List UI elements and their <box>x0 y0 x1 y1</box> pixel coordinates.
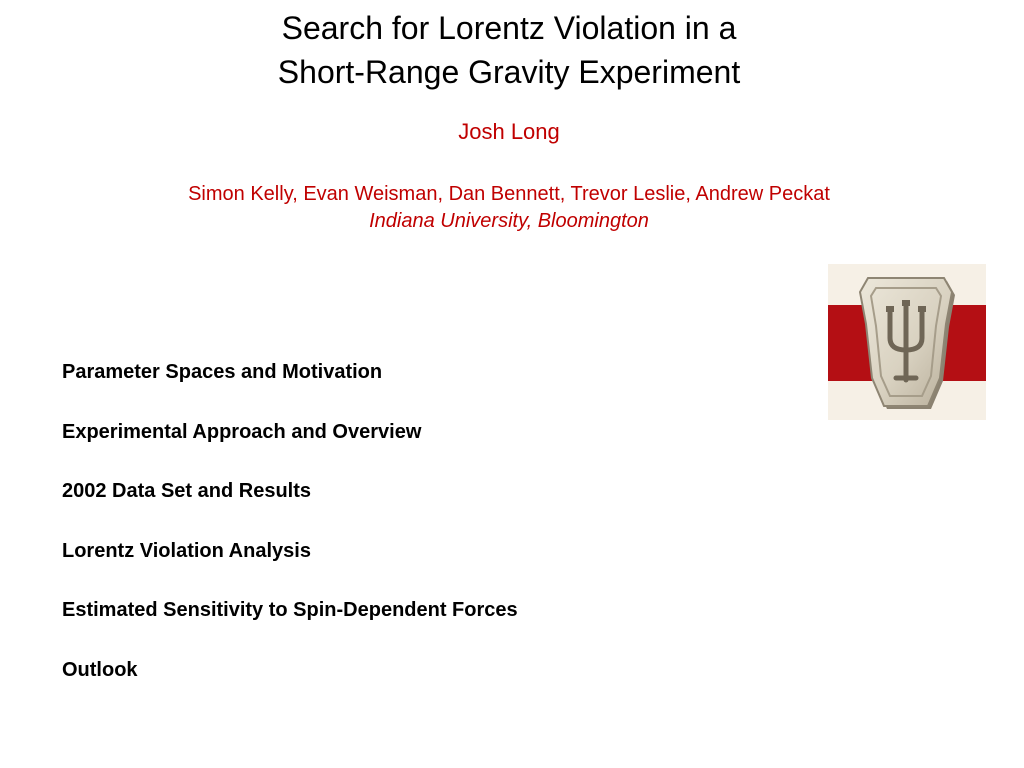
affiliation: Indiana University, Bloomington <box>369 210 649 232</box>
slide-title-line-1: Search for Lorentz Violation in a <box>281 10 737 46</box>
outline-item: Estimated Sensitivity to Spin-Dependent Forces <box>62 599 518 622</box>
outline-item: Experimental Approach and Overview <box>62 420 422 443</box>
slide-title <box>0 6 1018 94</box>
presenter-name: Josh Long <box>458 119 560 144</box>
coauthor-list: Simon Kelly, Evan Weisman, Dan Bennett, Trevor Leslie, Andrew Peckat <box>188 183 830 205</box>
outline-item: Parameter Spaces and Motivation <box>62 361 383 383</box>
outline-item: 2002 Data Set and Results <box>62 480 311 503</box>
indiana-university-trident-logo <box>828 264 986 420</box>
outline-item: Outlook <box>62 658 138 681</box>
outline-list <box>62 358 518 716</box>
outline-item: Lorentz Violation Analysis <box>62 539 311 562</box>
trident-logo-icon <box>828 264 986 420</box>
slide-title-line-2: Short-Range Gravity Experiment <box>277 54 741 90</box>
